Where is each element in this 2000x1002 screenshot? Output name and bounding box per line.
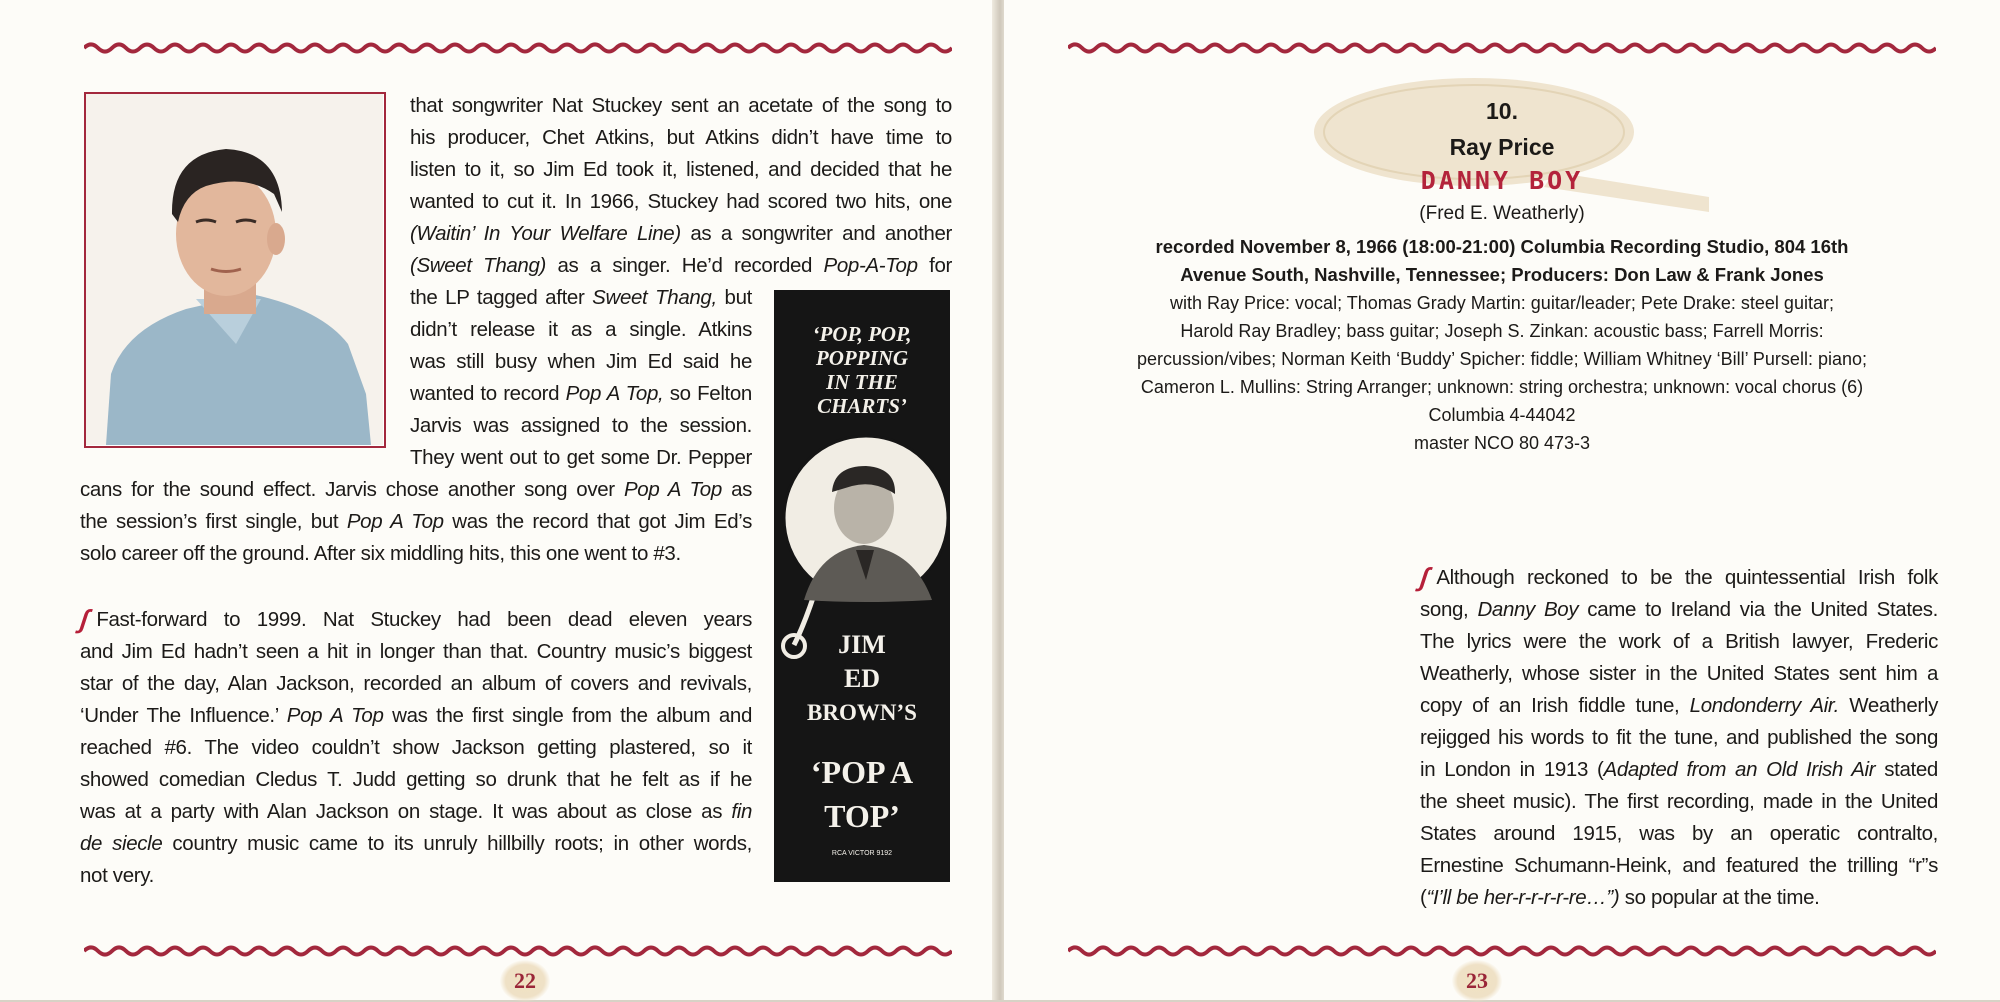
text-line: solo career off the ground. After six middling hits, this one went to #3. xyxy=(80,542,681,565)
text-line: not very. xyxy=(80,864,154,887)
text-line: star of the day, Alan Jackson, recorded an album of covers and revivals, xyxy=(80,672,752,695)
track-title: DANNY BOY xyxy=(1420,166,1584,195)
section-bullet-icon: ʃ xyxy=(75,604,94,634)
left-page xyxy=(0,0,996,1000)
ad-artist-line: BROWN’S xyxy=(807,700,917,725)
text-line: didn’t release it as a single. Atkins xyxy=(410,318,752,341)
track-number: 10. xyxy=(1486,98,1518,124)
text-line: the LP tagged after Sweet Thang, but xyxy=(410,286,753,309)
track-artist: Ray Price xyxy=(1449,134,1555,160)
text-line: listen to it, so Jim Ed took it, listened, and decided that he xyxy=(410,158,952,181)
ad-artist-line: ED xyxy=(843,664,881,693)
text-line: reached #6. The video couldn’t show Jackson getting plastered, so it xyxy=(80,736,752,759)
text-line: ‘Under The Influence.’ Pop A Top was the first single from the album and xyxy=(80,704,753,727)
jim-ed-brown-photo xyxy=(84,92,386,448)
text-line: the sheet music). The first recording, made in the United xyxy=(1420,790,1938,813)
right-page xyxy=(1004,0,2000,1000)
text-line: was still busy when Jim Ed said he xyxy=(410,350,752,373)
ad-title xyxy=(774,750,950,838)
text-line: cans for the sound effect. Jarvis chose another song over Pop A Top as xyxy=(80,478,753,501)
text-line: his producer, Chet Atkins, but Atkins didn’t have time to xyxy=(410,126,952,149)
text-line: ʃ Fast-forward to 1999. Nat Stuckey had been dead eleven years xyxy=(75,604,752,634)
text-line: (Waitin’ In Your Welfare Line) as a songwriter and another xyxy=(410,222,952,245)
ad-title-line: TOP’ xyxy=(824,798,900,834)
left-paragraph-1-bottom xyxy=(80,474,752,570)
catalog-number: Columbia 4-44042 xyxy=(1428,405,1576,425)
top-wave-border xyxy=(84,40,952,56)
left-paragraph-1-wrapped xyxy=(410,90,952,282)
bottom-wave-border xyxy=(84,943,952,959)
ad-artist xyxy=(774,628,950,730)
master-number: master NCO 80 473-3 xyxy=(1413,433,1591,453)
ad-headline xyxy=(774,322,950,418)
text-line: The lyrics were the work of a British lawyer, Frederic xyxy=(1420,630,1938,653)
page-number: 22 xyxy=(500,960,550,1002)
text-line: copy of an Irish fiddle tune, Londonderry Air. Weatherly xyxy=(1420,694,1938,717)
text-line: that songwriter Nat Stuckey sent an acetate of the song to xyxy=(410,94,952,117)
personnel-line: Cameron L. Mullins: String Arranger; unknown: string orchestra; unknown: vocal chorus (6) xyxy=(1140,377,1864,397)
ad-headline-line: ‘POP, POP, xyxy=(812,322,912,346)
track-composer: (Fred E. Weatherly) xyxy=(1419,203,1585,224)
text-line: and Jim Ed hadn’t seen a hit in longer than that. Country music’s biggest xyxy=(80,640,752,663)
text-line: wanted to cut it. In 1966, Stuckey had scored two hits, one xyxy=(410,190,952,213)
text-line: showed comedian Cledus T. Judd getting so drunk that he felt as if he xyxy=(80,768,752,791)
left-paragraph-2 xyxy=(75,604,753,892)
section-bullet-icon: ʃ xyxy=(1415,562,1434,592)
personnel-line: with Ray Price: vocal; Thomas Grady Martin: guitar/leader; Pete Drake: steel guitar; xyxy=(1170,293,1834,313)
text-line: Weatherly, whose sister in the United States sent him a xyxy=(1420,662,1938,685)
text-line: Ernestine Schumann-Heink, and featured the trilling “r”s xyxy=(1420,854,1938,877)
left-paragraph-1-narrow xyxy=(410,282,752,474)
text-line: They went out to get some Dr. Pepper xyxy=(410,446,752,469)
jim-ed-brown-pop-a-top-ad xyxy=(774,290,950,882)
text-line: States around 1915, was by an operatic contralto, xyxy=(1420,822,1938,845)
danny-boy-paragraph xyxy=(1415,562,1938,914)
ad-portrait-bubble xyxy=(774,430,950,660)
text-line: de siecle country music came to its unruly hillbilly roots; in other words, xyxy=(80,832,752,855)
ad-headline-line: IN THE xyxy=(826,370,898,394)
text-line: wanted to record Pop A Top, so Felton xyxy=(410,382,752,405)
top-wave-border xyxy=(1068,40,1936,56)
text-line: in London in 1913 (Adapted from an Old Irish Air stated xyxy=(1420,758,1938,781)
text-line: (“I’ll be her-r-r-r-r-re…”) so popular at the time. xyxy=(1420,886,1820,909)
ad-artist-line: JIM xyxy=(838,630,886,659)
text-line: (Sweet Thang) as a singer. He’d recorded Pop-A-Top for xyxy=(410,254,952,277)
page-number: 23 xyxy=(1452,960,1502,1002)
recording-info-line: Avenue South, Nashville, Tennessee; Producers: Don Law & Frank Jones xyxy=(1180,264,1824,285)
ad-title-line: ‘POP A xyxy=(810,754,914,790)
ad-label: RCA VICTOR 9192 xyxy=(831,850,893,857)
text-line: Jarvis was assigned to the session. xyxy=(410,414,752,437)
personnel-line: percussion/vibes; Norman Keith ‘Buddy’ Spicher: fiddle; William Whitney ‘Bill’ Pursell: piano; xyxy=(1137,349,1867,369)
ad-headline-line: POPPING xyxy=(815,346,909,370)
personnel-line: Harold Ray Bradley; bass guitar; Joseph S. Zinkan: acoustic bass; Farrell Morris: xyxy=(1180,321,1824,341)
text-line: rejigged his words to fit the tune, and published the song xyxy=(1420,726,1938,749)
recording-info-line: recorded November 8, 1966 (18:00-21:00) Columbia Recording Studio, 804 16th xyxy=(1155,236,1849,257)
text-line: the session’s first single, but Pop A Top was the record that got Jim Ed’s xyxy=(80,510,752,533)
personnel xyxy=(1034,289,1970,457)
ad-headline-line: CHARTS’ xyxy=(817,394,907,418)
text-line: was at a party with Alan Jackson on stage. It was about as close as fin xyxy=(80,800,752,823)
text-line: ʃ Although reckoned to be the quintessential Irish folk xyxy=(1415,562,1938,592)
text-line: song, Danny Boy came to Ireland via the United States. xyxy=(1420,598,1938,621)
bottom-wave-border xyxy=(1068,943,1936,959)
recording-info xyxy=(1044,233,1960,289)
